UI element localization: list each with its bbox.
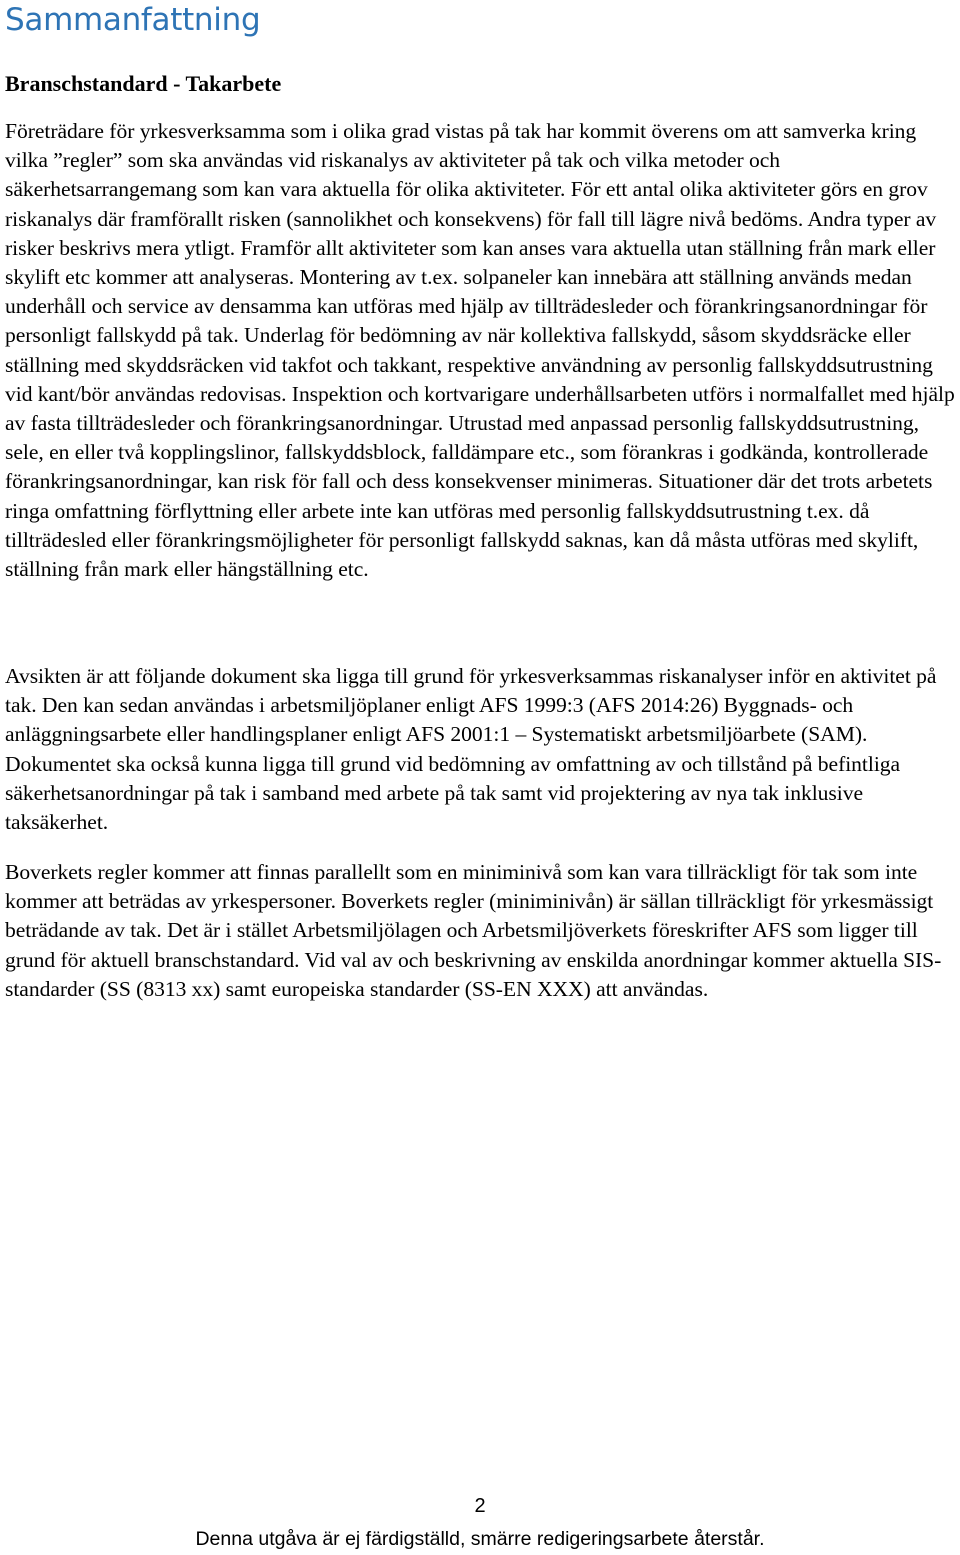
paragraph: Företrädare för yrkesverksamma som i olika grad vistas på tak har kommit överens om att samverka kring vilka ”regler” som ska användas vid riskanalys av aktiviteter på tak och vilka metoder och säkerhetsarrangemang som kan vara aktuella för olika aktiviteter. För ett antal olika aktiviteter görs en grov riskanalys där framförallt risken (sannolikhet och konsekvens) för fall till lägre nivå bedöms. Andra typer av risker beskrivs mera ytligt. Framför allt aktiviteter som kan anses vara aktuella utan ställning från mark eller skylift etc kommer att analyseras. Montering av t.ex. solpaneler kan innebära att ställning används medan underhåll och service av densamma kan utföras med hjälp av tillträdesleder och förankringsanordningar för personligt fallskydd på tak. Underlag för bedömning av när kollektiva fallskydd, såsom skyddsräcke eller ställning med skyddsräcken vid takfot och takkant, respektive användning av personlig fallskyddsutrustning vid kant/bör användas redovisas. Inspektion och kortvarigare underhållsarbeten utförs i normalfallet med hjälp av fasta tillträdesleder och förankringsanordningar. Utrustad med anpassad personlig fallskyddsutrustning, sele, en eller två kopplingslinor, fallskyddsblock, falldämpare etc., som förankras i godkända, kontrollerade förankringsanordningar, kan risk för fall och dess konsekvenser minimeras. Situationer där det trots arbetets ringa omfattning förflyttning eller arbete inte kan utföras med personlig fallskyddsutrustning t.ex. då tillträdesled eller förankringsmöjligheter för personligt fallskydd saknas, kan då måsta utföras med skylift, ställning från mark eller hängställning etc. (5, 119, 955, 582)
page-number: 2 (474, 1495, 486, 1517)
document-subtitle: Branschstandard - Takarbete (5, 71, 282, 96)
footer-note: Denna utgåva är ej färdigställd, smärre redigeringsarbete återstår. (195, 1528, 765, 1550)
paragraph: Avsikten är att följande dokument ska ligga till grund för yrkesverksammas riskanalyser inför en aktivitet på tak. Den kan sedan användas i arbetsmiljöplaner enligt AFS 1999:3 (AFS 2014:26) Byggnads- och anläggningsarbete eller handlingsplaner enligt AFS 2001:1 – Systematiskt arbetsmiljöarbete (SAM). Dokumentet ska också kunna ligga till grund vid bedömning av omfattning av och tillstånd på befintliga säkerhetsanordningar på tak i samband med arbete på tak samt vid projektering av nya tak inklusive taksäkerhet. (5, 664, 937, 835)
document-title: Sammanfattning (5, 2, 261, 38)
paragraph: Boverkets regler kommer att finnas parallellt som en miniminivå som kan vara tillräckligt för tak som inte kommer att beträdas av yrkespersoner. Boverkets regler (miniminivån) är sällan tillräckligt för yrkesmässigt beträdande av tak. Det är i stället Arbetsmiljölagen och Arbetsmiljöverkets föreskrifter AFS som ligger till grund för aktuell branschstandard. Vid val av och beskrivning av enskilda anordningar kommer aktuella SIS-standarder (SS (8313 xx) samt europeiska standarder (SS-EN XXX) att användas. (5, 860, 942, 1001)
